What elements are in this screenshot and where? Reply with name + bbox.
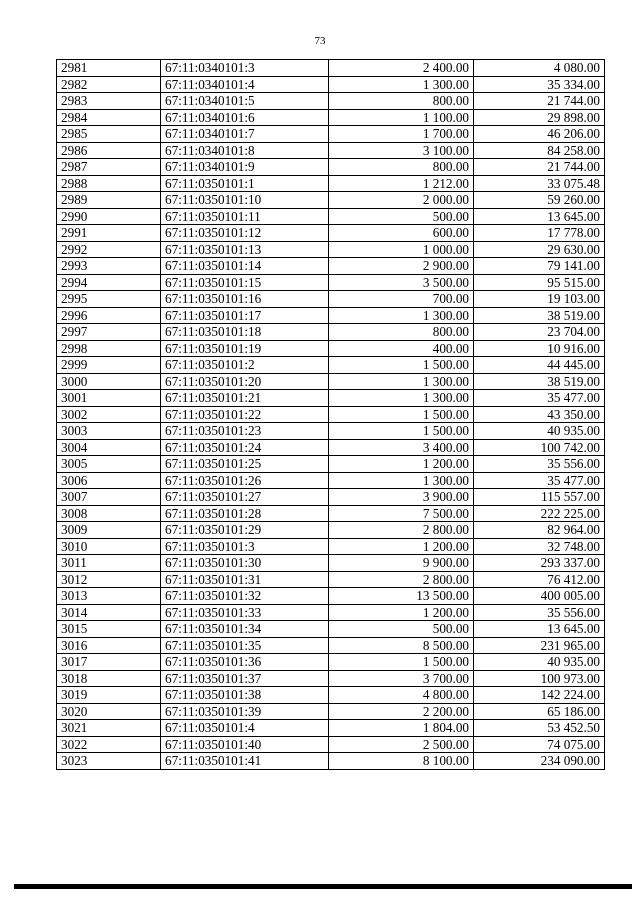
value-cell: 13 645.00 — [474, 208, 605, 225]
value-cell: 35 556.00 — [474, 456, 605, 473]
row-number-cell: 3001 — [57, 390, 161, 407]
area-cell: 1 000.00 — [329, 241, 474, 258]
row-number-cell: 3016 — [57, 637, 161, 654]
table-row — [57, 307, 605, 324]
table-row — [57, 654, 605, 671]
table-row — [57, 687, 605, 704]
row-number-cell: 3019 — [57, 687, 161, 704]
value-cell: 65 186.00 — [474, 703, 605, 720]
row-number-cell: 2990 — [57, 208, 161, 225]
cadastral-number-cell: 67:11:0350101:38 — [161, 687, 329, 704]
value-cell: 13 645.00 — [474, 621, 605, 638]
cadastral-number-cell: 67:11:0350101:23 — [161, 423, 329, 440]
row-number-cell: 3014 — [57, 604, 161, 621]
table-row — [57, 456, 605, 473]
table-row — [57, 703, 605, 720]
area-cell: 3 700.00 — [329, 670, 474, 687]
data-table — [56, 59, 605, 770]
area-cell: 1 300.00 — [329, 76, 474, 93]
area-cell: 1 500.00 — [329, 357, 474, 374]
table-body — [57, 60, 605, 770]
area-cell: 1 500.00 — [329, 654, 474, 671]
table-row — [57, 555, 605, 572]
cadastral-number-cell: 67:11:0350101:18 — [161, 324, 329, 341]
row-number-cell: 2984 — [57, 109, 161, 126]
value-cell: 23 704.00 — [474, 324, 605, 341]
cadastral-number-cell: 67:11:0350101:41 — [161, 753, 329, 770]
table-row — [57, 406, 605, 423]
value-cell: 231 965.00 — [474, 637, 605, 654]
area-cell: 3 400.00 — [329, 439, 474, 456]
value-cell: 38 519.00 — [474, 373, 605, 390]
table-row — [57, 258, 605, 275]
area-cell: 1 300.00 — [329, 472, 474, 489]
cadastral-number-cell: 67:11:0350101:16 — [161, 291, 329, 308]
cadastral-number-cell: 67:11:0350101:40 — [161, 736, 329, 753]
table-row — [57, 274, 605, 291]
table-row — [57, 109, 605, 126]
cadastral-number-cell: 67:11:0350101:12 — [161, 225, 329, 242]
table-row — [57, 126, 605, 143]
area-cell: 2 900.00 — [329, 258, 474, 275]
cadastral-number-cell: 67:11:0350101:27 — [161, 489, 329, 506]
cadastral-number-cell: 67:11:0350101:19 — [161, 340, 329, 357]
value-cell: 115 557.00 — [474, 489, 605, 506]
row-number-cell: 2991 — [57, 225, 161, 242]
value-cell: 29 630.00 — [474, 241, 605, 258]
value-cell: 35 556.00 — [474, 604, 605, 621]
cadastral-number-cell: 67:11:0350101:21 — [161, 390, 329, 407]
cadastral-number-cell: 67:11:0350101:36 — [161, 654, 329, 671]
row-number-cell: 3002 — [57, 406, 161, 423]
row-number-cell: 2999 — [57, 357, 161, 374]
value-cell: 46 206.00 — [474, 126, 605, 143]
cadastral-number-cell: 67:11:0350101:14 — [161, 258, 329, 275]
value-cell: 4 080.00 — [474, 60, 605, 77]
table-row — [57, 720, 605, 737]
table-row — [57, 604, 605, 621]
row-number-cell: 3021 — [57, 720, 161, 737]
area-cell: 1 200.00 — [329, 456, 474, 473]
cadastral-number-cell: 67:11:0350101:28 — [161, 505, 329, 522]
area-cell: 3 900.00 — [329, 489, 474, 506]
cadastral-number-cell: 67:11:0350101:29 — [161, 522, 329, 539]
area-cell: 1 700.00 — [329, 126, 474, 143]
table-row — [57, 60, 605, 77]
cadastral-number-cell: 67:11:0350101:20 — [161, 373, 329, 390]
row-number-cell: 3018 — [57, 670, 161, 687]
table-row — [57, 192, 605, 209]
cadastral-number-cell: 67:11:0340101:9 — [161, 159, 329, 176]
value-cell: 32 748.00 — [474, 538, 605, 555]
value-cell: 74 075.00 — [474, 736, 605, 753]
row-number-cell: 3015 — [57, 621, 161, 638]
cadastral-number-cell: 67:11:0350101:33 — [161, 604, 329, 621]
area-cell: 7 500.00 — [329, 505, 474, 522]
table-row — [57, 571, 605, 588]
cadastral-number-cell: 67:11:0340101:6 — [161, 109, 329, 126]
value-cell: 17 778.00 — [474, 225, 605, 242]
area-cell: 2 200.00 — [329, 703, 474, 720]
value-cell: 400 005.00 — [474, 588, 605, 605]
value-cell: 79 141.00 — [474, 258, 605, 275]
value-cell: 35 477.00 — [474, 390, 605, 407]
area-cell: 2 800.00 — [329, 522, 474, 539]
area-cell: 1 500.00 — [329, 406, 474, 423]
area-cell: 3 500.00 — [329, 274, 474, 291]
value-cell: 29 898.00 — [474, 109, 605, 126]
row-number-cell: 2992 — [57, 241, 161, 258]
row-number-cell: 3000 — [57, 373, 161, 390]
cadastral-number-cell: 67:11:0350101:13 — [161, 241, 329, 258]
cadastral-number-cell: 67:11:0350101:15 — [161, 274, 329, 291]
bottom-rule — [14, 884, 632, 889]
cadastral-number-cell: 67:11:0350101:37 — [161, 670, 329, 687]
cadastral-number-cell: 67:11:0350101:34 — [161, 621, 329, 638]
table-row — [57, 373, 605, 390]
data-table-container — [56, 59, 604, 770]
row-number-cell: 3013 — [57, 588, 161, 605]
cadastral-number-cell: 67:11:0340101:8 — [161, 142, 329, 159]
table-row — [57, 241, 605, 258]
value-cell: 40 935.00 — [474, 423, 605, 440]
table-row — [57, 637, 605, 654]
value-cell: 44 445.00 — [474, 357, 605, 374]
row-number-cell: 2996 — [57, 307, 161, 324]
area-cell: 13 500.00 — [329, 588, 474, 605]
area-cell: 600.00 — [329, 225, 474, 242]
cadastral-number-cell: 67:11:0350101:2 — [161, 357, 329, 374]
value-cell: 84 258.00 — [474, 142, 605, 159]
cadastral-number-cell: 67:11:0350101:39 — [161, 703, 329, 720]
area-cell: 800.00 — [329, 159, 474, 176]
area-cell: 500.00 — [329, 621, 474, 638]
area-cell: 1 300.00 — [329, 390, 474, 407]
value-cell: 234 090.00 — [474, 753, 605, 770]
area-cell: 2 400.00 — [329, 60, 474, 77]
area-cell: 800.00 — [329, 93, 474, 110]
table-row — [57, 472, 605, 489]
value-cell: 95 515.00 — [474, 274, 605, 291]
cadastral-number-cell: 67:11:0350101:35 — [161, 637, 329, 654]
row-number-cell: 2987 — [57, 159, 161, 176]
value-cell: 10 916.00 — [474, 340, 605, 357]
value-cell: 222 225.00 — [474, 505, 605, 522]
cadastral-number-cell: 67:11:0350101:32 — [161, 588, 329, 605]
table-row — [57, 357, 605, 374]
cadastral-number-cell: 67:11:0350101:3 — [161, 538, 329, 555]
cadastral-number-cell: 67:11:0350101:30 — [161, 555, 329, 572]
table-row — [57, 670, 605, 687]
row-number-cell: 2997 — [57, 324, 161, 341]
row-number-cell: 2998 — [57, 340, 161, 357]
table-row — [57, 588, 605, 605]
area-cell: 2 000.00 — [329, 192, 474, 209]
row-number-cell: 3023 — [57, 753, 161, 770]
area-cell: 1 300.00 — [329, 307, 474, 324]
row-number-cell: 2989 — [57, 192, 161, 209]
cadastral-number-cell: 67:11:0340101:7 — [161, 126, 329, 143]
row-number-cell: 2988 — [57, 175, 161, 192]
area-cell: 8 500.00 — [329, 637, 474, 654]
row-number-cell: 3020 — [57, 703, 161, 720]
area-cell: 1 804.00 — [329, 720, 474, 737]
table-row — [57, 736, 605, 753]
area-cell: 1 200.00 — [329, 538, 474, 555]
table-row — [57, 522, 605, 539]
cadastral-number-cell: 67:11:0350101:1 — [161, 175, 329, 192]
row-number-cell: 2985 — [57, 126, 161, 143]
value-cell: 21 744.00 — [474, 159, 605, 176]
row-number-cell: 3017 — [57, 654, 161, 671]
value-cell: 100 973.00 — [474, 670, 605, 687]
area-cell: 700.00 — [329, 291, 474, 308]
area-cell: 400.00 — [329, 340, 474, 357]
value-cell: 33 075.48 — [474, 175, 605, 192]
table-row — [57, 76, 605, 93]
value-cell: 53 452.50 — [474, 720, 605, 737]
row-number-cell: 3011 — [57, 555, 161, 572]
cadastral-number-cell: 67:11:0350101:31 — [161, 571, 329, 588]
value-cell: 142 224.00 — [474, 687, 605, 704]
row-number-cell: 3006 — [57, 472, 161, 489]
area-cell: 800.00 — [329, 324, 474, 341]
table-row — [57, 93, 605, 110]
row-number-cell: 3009 — [57, 522, 161, 539]
table-row — [57, 505, 605, 522]
table-row — [57, 291, 605, 308]
cadastral-number-cell: 67:11:0340101:3 — [161, 60, 329, 77]
row-number-cell: 2982 — [57, 76, 161, 93]
cadastral-number-cell: 67:11:0350101:25 — [161, 456, 329, 473]
page-number: 73 — [314, 35, 326, 47]
row-number-cell: 2994 — [57, 274, 161, 291]
area-cell: 1 212.00 — [329, 175, 474, 192]
table-row — [57, 489, 605, 506]
cadastral-number-cell: 67:11:0350101:11 — [161, 208, 329, 225]
cadastral-number-cell: 67:11:0350101:10 — [161, 192, 329, 209]
area-cell: 1 100.00 — [329, 109, 474, 126]
area-cell: 2 800.00 — [329, 571, 474, 588]
value-cell: 82 964.00 — [474, 522, 605, 539]
cadastral-number-cell: 67:11:0340101:5 — [161, 93, 329, 110]
value-cell: 21 744.00 — [474, 93, 605, 110]
row-number-cell: 2995 — [57, 291, 161, 308]
row-number-cell: 3022 — [57, 736, 161, 753]
table-row — [57, 225, 605, 242]
value-cell: 38 519.00 — [474, 307, 605, 324]
row-number-cell: 2993 — [57, 258, 161, 275]
table-row — [57, 175, 605, 192]
value-cell: 43 350.00 — [474, 406, 605, 423]
value-cell: 35 477.00 — [474, 472, 605, 489]
row-number-cell: 3007 — [57, 489, 161, 506]
table-row — [57, 208, 605, 225]
area-cell: 1 200.00 — [329, 604, 474, 621]
table-row — [57, 390, 605, 407]
area-cell: 3 100.00 — [329, 142, 474, 159]
table-row — [57, 753, 605, 770]
row-number-cell: 3005 — [57, 456, 161, 473]
table-row — [57, 423, 605, 440]
cadastral-number-cell: 67:11:0350101:17 — [161, 307, 329, 324]
value-cell: 59 260.00 — [474, 192, 605, 209]
row-number-cell: 2981 — [57, 60, 161, 77]
value-cell: 76 412.00 — [474, 571, 605, 588]
value-cell: 35 334.00 — [474, 76, 605, 93]
cadastral-number-cell: 67:11:0350101:26 — [161, 472, 329, 489]
table-row — [57, 159, 605, 176]
row-number-cell: 3008 — [57, 505, 161, 522]
cadastral-number-cell: 67:11:0350101:22 — [161, 406, 329, 423]
area-cell: 500.00 — [329, 208, 474, 225]
table-row — [57, 340, 605, 357]
table-row — [57, 538, 605, 555]
row-number-cell: 2983 — [57, 93, 161, 110]
table-row — [57, 439, 605, 456]
row-number-cell: 3003 — [57, 423, 161, 440]
row-number-cell: 3004 — [57, 439, 161, 456]
row-number-cell: 2986 — [57, 142, 161, 159]
area-cell: 4 800.00 — [329, 687, 474, 704]
value-cell: 100 742.00 — [474, 439, 605, 456]
table-row — [57, 324, 605, 341]
table-row — [57, 621, 605, 638]
area-cell: 2 500.00 — [329, 736, 474, 753]
area-cell: 9 900.00 — [329, 555, 474, 572]
row-number-cell: 3012 — [57, 571, 161, 588]
area-cell: 1 500.00 — [329, 423, 474, 440]
cadastral-number-cell: 67:11:0340101:4 — [161, 76, 329, 93]
value-cell: 293 337.00 — [474, 555, 605, 572]
area-cell: 1 300.00 — [329, 373, 474, 390]
row-number-cell: 3010 — [57, 538, 161, 555]
value-cell: 19 103.00 — [474, 291, 605, 308]
cadastral-number-cell: 67:11:0350101:4 — [161, 720, 329, 737]
cadastral-number-cell: 67:11:0350101:24 — [161, 439, 329, 456]
area-cell: 8 100.00 — [329, 753, 474, 770]
value-cell: 40 935.00 — [474, 654, 605, 671]
table-row — [57, 142, 605, 159]
